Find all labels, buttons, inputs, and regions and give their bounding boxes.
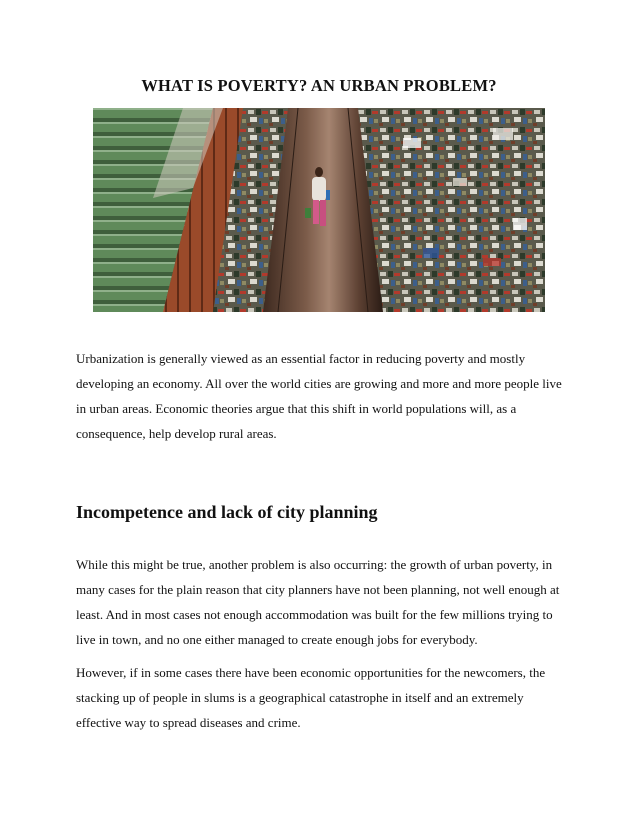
section-paragraph: While this might be true, another problem is also occurring: the growth of urban poverty, in many cases for the plain reason that city planners have not been planning, not well enough at least. And in most cases not enough accommodation was built for the few millions trying to live in town, and no one either managed to create enough jobs for everybody. [76,557,560,647]
intro-paragraph: Urbanization is generally viewed as an essential factor in reducing poverty and mostly developing an economy. All over the world cities are growing and more and more people live in urban areas. Economic theories argue that this shift in world populations will, as a consequence, help develop rural areas. [76,351,562,441]
slum-pipeline-photo [93,108,545,312]
section-heading: Incompetence and lack of city planning [76,502,378,522]
section-paragraph: However, if in some cases there have been economic opportunities for the newcomers, the stacking up of people in slums is a geographical catastrophe in itself and an extremely effective way to spread diseases and crime. [76,665,546,730]
page-title: WHAT IS POVERTY? AN URBAN PROBLEM? [141,76,497,95]
photo-icon [93,108,545,312]
